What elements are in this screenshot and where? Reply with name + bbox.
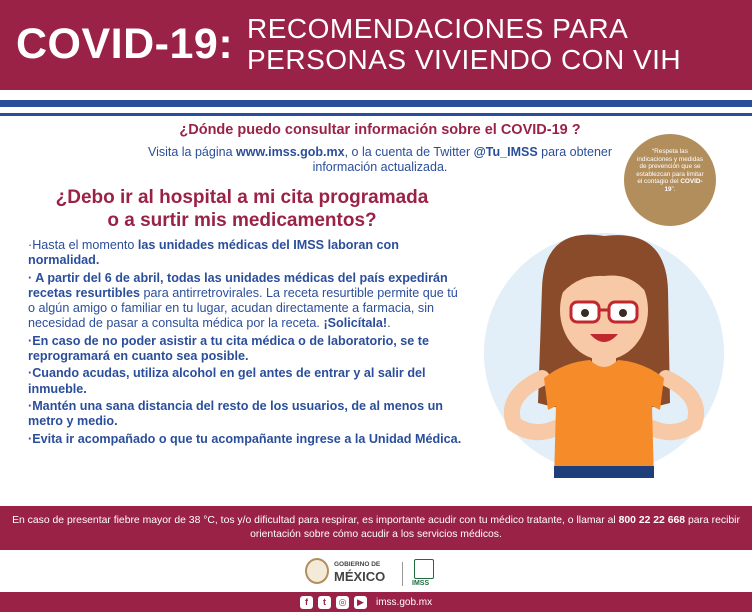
list-item-bold: ·En caso de no poder asistir a tu cita médica o de laboratorio, se te reprogramará en cuanto sea posible. <box>28 333 430 364</box>
divider-stripe <box>0 113 752 116</box>
social-links <box>300 595 432 609</box>
consult-text-part: Visita la página <box>147 145 236 159</box>
right-eye <box>619 309 627 317</box>
footer-text: En caso de presentar fiebre mayor de 38 °C, tos y/o dificultad para respirar, es importante acudir con tu médico tratante, o llamar al <box>12 515 619 526</box>
badge-text: “Respeta las indicaciones y medidas de prevención que se establezcan para limitar el contagio del <box>636 148 704 186</box>
list-item-text: ·Hasta el momento <box>28 238 138 252</box>
footer-text: para recibir orientación sobre cómo acudir a los servicios médicos. <box>250 515 740 540</box>
header-title-line2: PERSONAS VIVIENDO CON VIH <box>247 44 682 75</box>
list-item <box>28 366 468 397</box>
recommendations-list <box>28 238 468 449</box>
header-title-line1: RECOMENDACIONES PARA <box>247 13 629 44</box>
facebook-icon[interactable]: f <box>300 596 313 609</box>
divider-stripe <box>0 90 752 100</box>
list-item <box>28 399 468 430</box>
consult-question: ¿Dónde puedo consultar información sobre el COVID-19 ? <box>179 122 581 138</box>
divider-stripe <box>0 100 752 107</box>
header-banner <box>0 0 752 90</box>
list-item-bold: ¡Solicítala! <box>323 316 388 331</box>
list-item-text: para antirretrovirales. La receta resurtible permite que tú o algún amigo o familiar en tu lugar, acudan directamente a farmacia, sin necesidad de pasar a consulta médica por la receta. <box>28 285 458 331</box>
logo-gob-mexico: MÉXICO <box>334 569 386 584</box>
orange-shirt <box>544 360 664 478</box>
list-item-bold: ·Cuando acudas, utiliza alcohol en gel antes de entrar y al salir del inmueble. <box>28 366 426 396</box>
logos-bar <box>0 550 752 592</box>
list-item-bold: · A partir del 6 de abril, todas las unidades médicas del país expedirán recetas resurtibles <box>28 270 448 300</box>
header-title <box>247 13 681 75</box>
crest-icon <box>305 558 329 584</box>
logo-gob-top: GOBIERNO DE <box>334 561 381 568</box>
list-item <box>28 238 468 269</box>
list-item-bold: ·Evita ir acompañado o que tu acompañante ingrese a la Unidad Médica. <box>28 431 462 446</box>
list-item <box>28 271 468 332</box>
covid-title: COVID-19: <box>16 20 234 68</box>
woman-illustration <box>484 228 724 478</box>
hospital-question <box>22 186 462 232</box>
consult-text-part: para obtener información actualizada. <box>312 145 613 174</box>
imss-logo-text: IMSS <box>412 580 430 587</box>
pants <box>554 466 654 478</box>
social-bar <box>0 592 752 612</box>
imss-emblem-icon <box>414 559 434 579</box>
consult-text-part: , o la cuenta de Twitter <box>344 145 474 159</box>
footer-notice <box>0 506 752 550</box>
list-item-bold: ·Mantén una sana distancia del resto de los usuarios, de al menos un metro y medio. <box>28 398 443 429</box>
gobierno-mexico-logo <box>305 558 395 586</box>
instagram-icon[interactable]: ◎ <box>336 596 349 609</box>
list-item-text: . <box>387 316 391 331</box>
twitter-icon[interactable]: t <box>318 596 331 609</box>
list-item-bold: las unidades médicas del IMSS laboran con normalidad. <box>28 238 399 268</box>
badge-text-end: ”. <box>671 185 676 193</box>
imss-website-link[interactable]: www.imss.gob.mx <box>236 145 345 159</box>
phone-number[interactable]: 800 22 22 668 <box>618 515 686 526</box>
twitter-handle-link[interactable]: @Tu_IMSS <box>473 145 538 159</box>
hospital-question-line2: o a surtir mis medicamentos? <box>107 210 377 231</box>
imss-website[interactable]: imss.gob.mx <box>376 596 433 608</box>
prevention-badge <box>624 134 716 226</box>
badge-text-bold: COVID- 19 <box>664 178 703 193</box>
logo-divider <box>402 562 403 586</box>
left-eye <box>581 309 589 317</box>
list-item <box>28 432 468 447</box>
imss-logo <box>410 559 438 589</box>
list-item <box>28 334 468 365</box>
hospital-question-line1: ¿Debo ir al hospital a mi cita programada <box>55 187 429 208</box>
youtube-icon[interactable]: ▶ <box>354 596 367 609</box>
consult-text <box>140 145 620 175</box>
